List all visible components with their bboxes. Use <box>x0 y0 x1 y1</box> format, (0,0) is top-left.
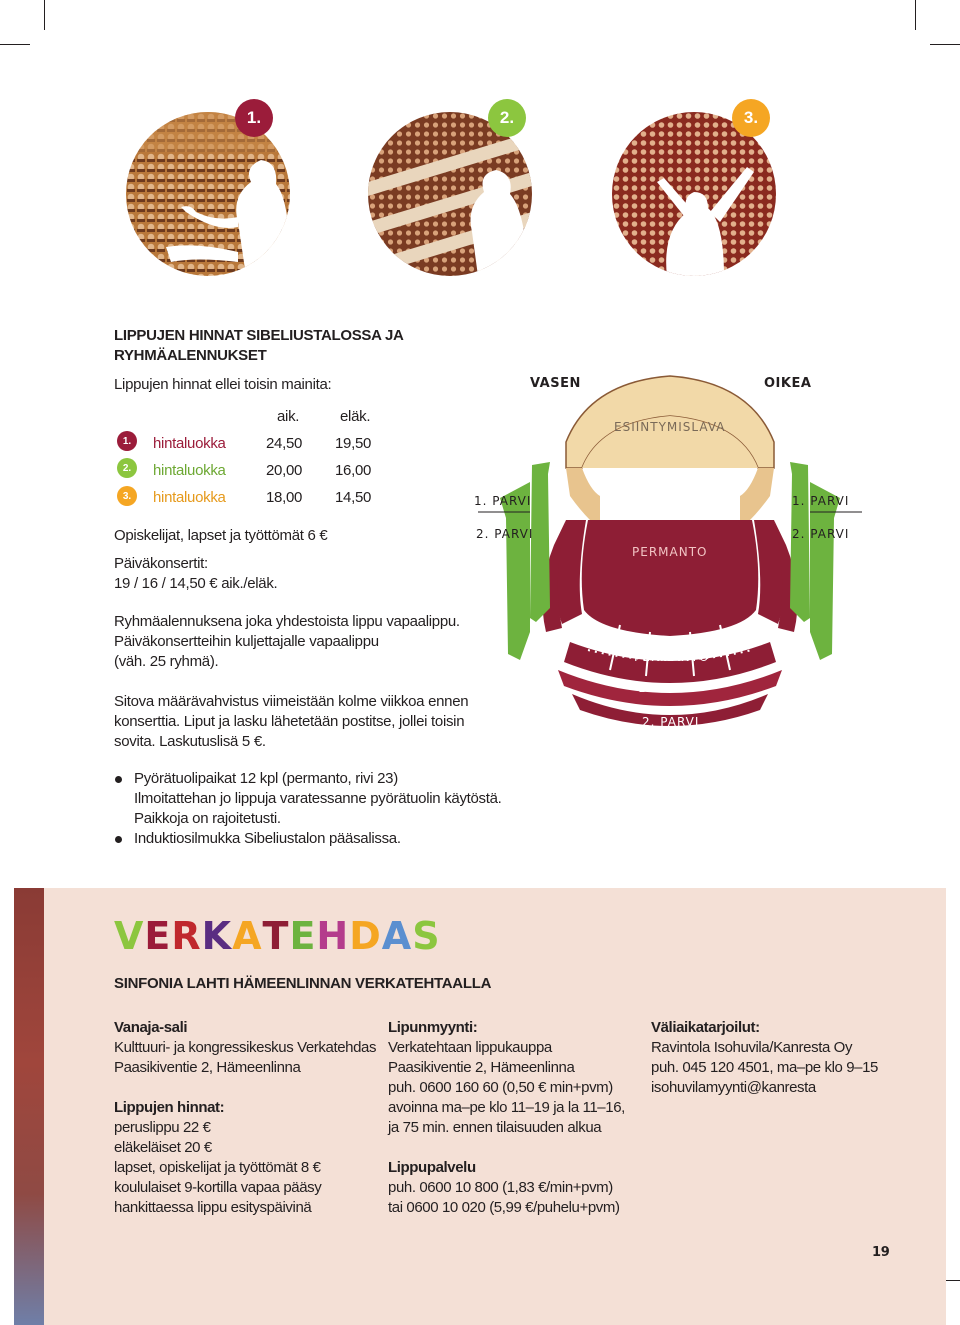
price-row-2-elak: 16,00 <box>335 462 372 479</box>
seatmap-permanto-back: PERMANTO <box>634 650 710 664</box>
venue-line: Paasikiventie 2, Hämeenlinna <box>114 1059 301 1076</box>
seatmap-rear-parvi2: 2. PARVI <box>642 715 700 729</box>
crop-mark <box>930 44 960 45</box>
ticket-service-line: tai 0600 10 020 (5,99 €/puhelu+pvm) <box>388 1199 620 1216</box>
logo-letter: R <box>171 914 202 958</box>
logo-letter: H <box>316 914 350 958</box>
logo-letter: E <box>144 914 172 958</box>
daycare-line-1: Päiväkonsertit: <box>114 555 208 572</box>
crop-mark <box>0 44 30 45</box>
price-class-1-badge: 1. <box>235 99 273 137</box>
verkatehdas-logo <box>114 914 441 958</box>
page-number: 19 <box>872 1245 890 1260</box>
price-row-2-label: hintaluokka <box>153 462 226 479</box>
crop-mark <box>915 0 916 30</box>
logo-letter: T <box>262 914 290 958</box>
booking-line-2: konserttia. Liput ja lasku lähetetään postitse, jollei toisin <box>114 713 465 730</box>
seatmap-stage-label: ESIINTYMISLAVA <box>614 420 726 434</box>
ticket-sales-line: puh. 0600 160 60 (0,50 € min+pvm) <box>388 1079 613 1096</box>
ticket-sales-line: Verkatehtaan lippukauppa <box>388 1039 552 1056</box>
price-row-1-label: hintaluokka <box>153 435 226 452</box>
logo-letter: D <box>349 914 382 958</box>
ticket-service-title: Lippupalvelu <box>388 1159 476 1176</box>
seatmap-left-label: VASEN <box>530 376 581 391</box>
crop-mark <box>44 0 45 30</box>
ticket-service-line: puh. 0600 10 800 (1,83 €/min+pvm) <box>388 1179 613 1196</box>
induction-loop: Induktiosilmukka Sibeliustalon pääsalissa. <box>134 830 401 847</box>
ticket-sales-line: avoinna ma–pe klo 11–19 ja la 11–16, <box>388 1099 625 1116</box>
verkatehdas-col-2 <box>388 1018 625 1218</box>
catering-title: Väliaikatarjoilut: <box>651 1019 760 1036</box>
price-row-1-elak: 19,50 <box>335 435 372 452</box>
seatmap-permanto-front: PERMANTO <box>632 545 708 559</box>
price-line: lapset, opiskelijat ja työttömät 8 € <box>114 1159 321 1176</box>
booking-line-1: Sitova määrävahvistus viimeistään kolme viikkoa ennen <box>114 693 469 710</box>
booking-line-3: sovita. Laskutuslisä 5 €. <box>114 733 266 750</box>
seatmap-parvi1-left: 1. PARVI <box>474 494 532 508</box>
catering-line: isohuvilamyynti@kanresta <box>651 1079 816 1096</box>
seatmap-parvi2-right: 2. PARVI <box>792 527 850 541</box>
logo-letter: V <box>114 914 145 958</box>
price-line: eläkeläiset 20 € <box>114 1139 212 1156</box>
prices-heading-line-2: RYHMÄALENNUKSET <box>114 347 267 364</box>
seatmap-right-label: OIKEA <box>764 376 812 391</box>
logo-letter: A <box>381 914 413 958</box>
prices-intro: Lippujen hinnat ellei toisin mainita: <box>114 376 332 393</box>
wheelchair-line-3: Paikkoja on rajoitetusti. <box>134 810 281 827</box>
verkatehdas-col-3 <box>651 1018 878 1098</box>
logo-letter: K <box>201 914 233 958</box>
price-row-3-num: 3. <box>117 486 137 506</box>
ticket-sales-line: Paasikiventie 2, Hämeenlinna <box>388 1059 575 1076</box>
price-row-3-elak: 14,50 <box>335 489 372 506</box>
students-price: Opiskelijat, lapset ja työttömät 6 € <box>114 527 328 544</box>
daycare-line-2: 19 / 16 / 14,50 € aik./eläk. <box>114 575 278 592</box>
price-row-2-num: 2. <box>117 458 137 478</box>
logo-letter: E <box>289 914 317 958</box>
price-class-3-badge: 3. <box>732 99 770 137</box>
wheelchair-line-2: Ilmoitattehan jo lippuja varatessanne pyörätuolin käytöstä. <box>134 790 502 807</box>
price-row-1-num: 1. <box>117 431 137 451</box>
price-class-2-badge: 2. <box>488 99 526 137</box>
group-line-3: (väh. 25 ryhmä). <box>114 653 219 670</box>
catering-line: Ravintola Isohuvila/Kanresta Oy <box>651 1039 853 1056</box>
seat-map <box>470 370 870 740</box>
audience-photo-1 <box>126 112 290 276</box>
col-header-elak: eläk. <box>340 408 371 425</box>
verkatehdas-col-1 <box>114 1018 376 1218</box>
price-line: peruslippu 22 € <box>114 1119 211 1136</box>
logo-letter: S <box>412 914 441 958</box>
wheelchair-line-1: Pyörätuolipaikat 12 kpl (permanto, rivi 23) <box>134 770 398 787</box>
venue-line: Kulttuuri- ja kongressikeskus Verkatehdas <box>114 1039 377 1056</box>
bullet-dot <box>115 836 122 843</box>
ticket-sales-line: ja 75 min. ennen tilaisuuden alkua <box>388 1119 602 1136</box>
logo-letter: A <box>232 914 263 958</box>
venue-title: Vanaja-sali <box>114 1019 188 1036</box>
price-row-1-aik: 24,50 <box>266 435 303 452</box>
ticket-sales-title: Lipunmyynti: <box>388 1019 478 1036</box>
price-row-2-aik: 20,00 <box>266 462 303 479</box>
group-line-2: Päiväkonsertteihin kuljettajalle vapaalippu <box>114 633 379 650</box>
bullet-dot <box>115 776 122 783</box>
price-line: hankittaessa lippu esityspäivinä <box>114 1199 312 1216</box>
price-row-3-label: hintaluokka <box>153 489 226 506</box>
prices-title: Lippujen hinnat: <box>114 1099 225 1116</box>
catering-line: puh. 045 120 4501, ma–pe klo 9–15 <box>651 1059 878 1076</box>
seatmap-parvi2-left: 2. PARVI <box>476 527 534 541</box>
col-header-aik: aik. <box>277 408 300 425</box>
verkatehdas-heading: SINFONIA LAHTI HÄMEENLINNAN VERKATEHTAALLA <box>114 975 492 992</box>
prices-heading-line-1: LIPPUJEN HINNAT SIBELIUSTALOSSA JA <box>114 327 404 344</box>
price-row-3-aik: 18,00 <box>266 489 303 506</box>
brick-wall-image <box>14 888 44 1325</box>
group-line-1: Ryhmäalennuksena joka yhdestoista lippu vapaalippu. <box>114 613 460 630</box>
price-line: koululaiset 9-kortilla vapaa pääsy <box>114 1179 322 1196</box>
seatmap-parvi1-right: 1. PARVI <box>792 494 850 508</box>
seatmap-rear-parvi1: 1. PARVI <box>638 681 696 695</box>
